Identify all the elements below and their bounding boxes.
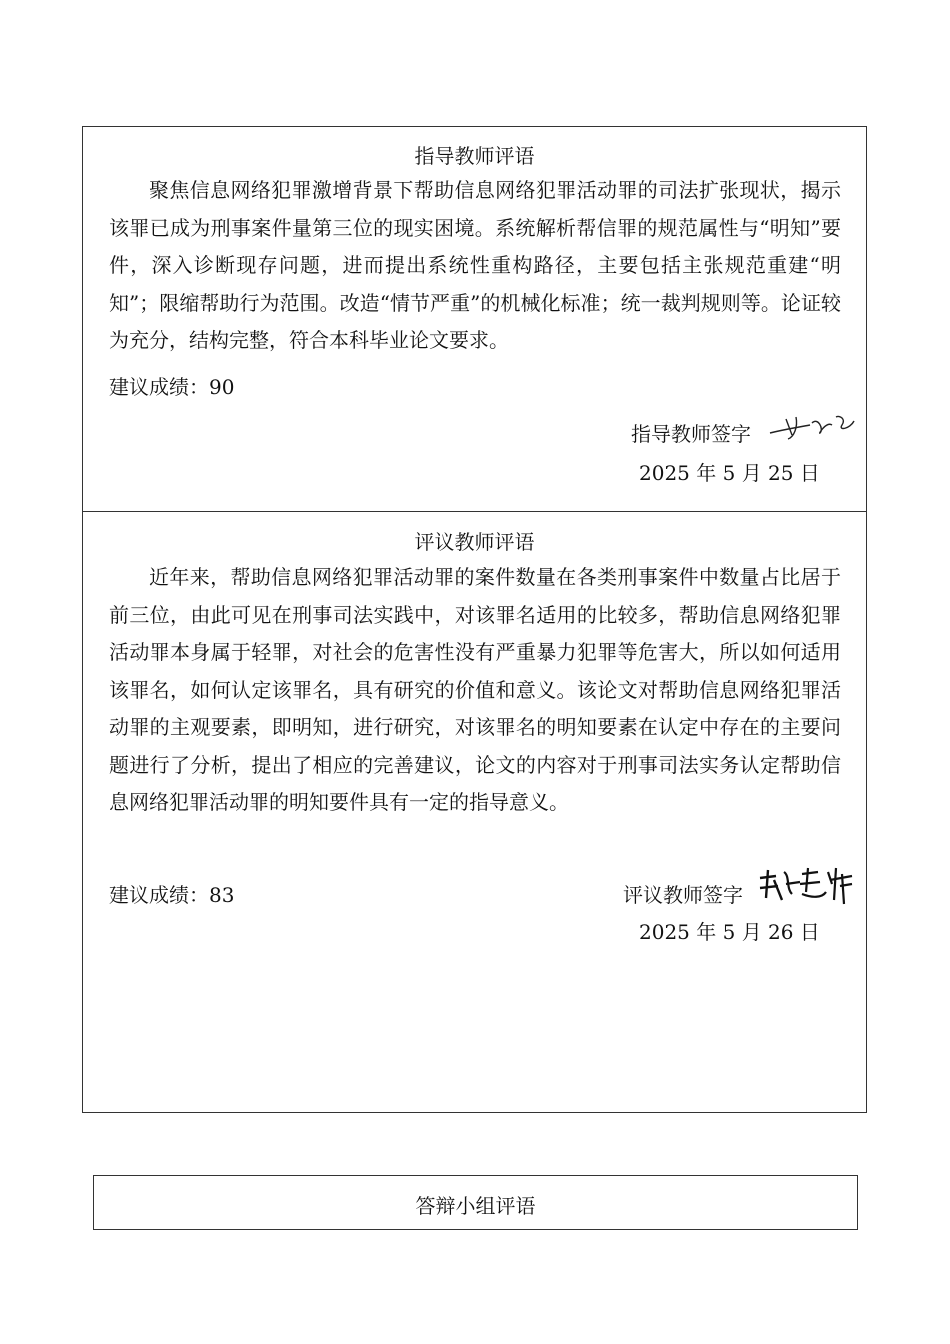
- defense-heading: 答辩小组评语: [415, 1194, 536, 1218]
- advisor-comment-text: 聚焦信息网络犯罪激增背景下帮助信息网络犯罪活动罪的司法扩张现状，揭示该罪已成为刑事案件量第三位的现实困境。系统解析帮信罪的规范属性与“明知”要件，深入诊断现存问题，进而提出系统性重构路径，主要包括主张规范重建“明知”；限缩帮助行为范围。改造“情节严重”的机械化标准；统一裁判规则等。论证较为充分，结构完整，符合本科毕业论文要求。: [109, 178, 841, 352]
- advisor-handwritten-signature: [766, 407, 861, 447]
- advisor-grade-value: 90: [209, 375, 235, 399]
- reviewer-grade-row: [109, 879, 234, 908]
- defense-committee-section: [93, 1175, 858, 1230]
- advisor-grade-row: [109, 371, 234, 400]
- reviewer-heading: 评议教师评语: [414, 530, 535, 554]
- reviewer-grade-value: 83: [209, 883, 235, 907]
- advisor-comment-section: [82, 126, 867, 512]
- reviewer-signature-label: 评议教师签字: [623, 883, 743, 907]
- reviewer-grade-label: 建议成绩：: [109, 883, 209, 907]
- reviewer-comment-section: [82, 511, 867, 1113]
- advisor-grade-label: 建议成绩：: [109, 375, 209, 399]
- reviewer-handwritten-signature: [756, 864, 856, 910]
- advisor-signature-label: 指导教师签字: [631, 422, 751, 446]
- reviewer-date: 2025 年 5 月 26 日: [639, 920, 820, 944]
- advisor-heading: 指导教师评语: [414, 144, 535, 168]
- reviewer-comment-text: 近年来，帮助信息网络犯罪活动罪的案件数量在各类刑事案件中数量占比居于前三位，由此可见在刑事司法实践中，对该罪名适用的比较多，帮助信息网络犯罪活动罪本身属于轻罪，对社会的危害性没有严重暴力犯罪等危害大，所以如何适用该罪名，如何认定该罪名，具有研究的价值和意义。该论文对帮助信息网络犯罪活动罪的主观要素，即明知，进行研究，对该罪名的明知要素在认定中存在的主要问题进行了分析，提出了相应的完善建议，论文的内容对于刑事司法实务认定帮助信息网络犯罪活动罪的明知要件具有一定的指导意义。: [109, 565, 841, 814]
- advisor-date: 2025 年 5 月 25 日: [639, 461, 820, 485]
